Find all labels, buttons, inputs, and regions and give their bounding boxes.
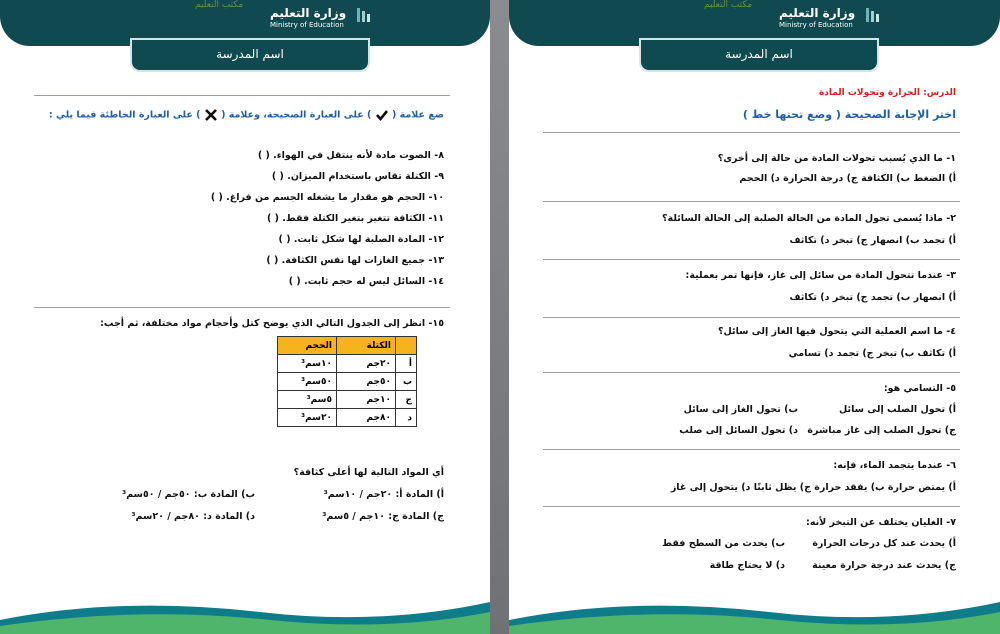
question-6: ٦- عندما يتجمد الماء، فإنه:	[833, 460, 956, 471]
school-name-tab	[639, 38, 879, 72]
question-1-options: أ) الضغط ب) الكثافة ج) درجة الحرارة د) الحجم	[739, 173, 956, 184]
divider	[543, 201, 960, 202]
divider	[34, 307, 450, 308]
table-header-cell	[396, 337, 417, 355]
ministry-logo-text	[270, 6, 350, 29]
question-4: ٤- ما اسم العملية التي يتحول فيها الغاز إلى سائل؟	[718, 326, 956, 337]
table-row: د ٨٠جم ٢٠سم³	[278, 409, 417, 427]
footer-wave-decoration	[0, 598, 490, 634]
worksheet-page-right	[509, 0, 1000, 634]
divider	[543, 259, 960, 260]
question-7-option-b: ب) يحدث من السطح فقط	[662, 538, 785, 549]
statement-12: ١٢- المادة الصلبة لها شكل ثابت. ( )	[278, 234, 444, 245]
question-7-option-c: ج) يحدث عند درجة حرارة معينة	[812, 560, 956, 571]
table-header-cell: الحجم	[278, 337, 337, 355]
question-5-option-d: د) تحول السائل إلى صلب	[679, 425, 798, 436]
worksheet-page-left	[0, 0, 490, 634]
education-office-label: مكتب التعليم	[195, 0, 244, 10]
ministry-logo-text	[779, 6, 859, 29]
ministry-logo-icon	[355, 6, 371, 24]
check-mark-icon	[375, 109, 389, 121]
density-question: أي المواد التالية لها أعلى كثافة؟	[293, 467, 444, 478]
statement-9: ٩- الكتلة تقاس باستخدام الميزان. ( )	[271, 171, 444, 182]
density-option-c: ج) المادة ج: ١٠جم / ٥سم³	[322, 511, 444, 522]
ministry-name-en: Ministry of Education	[270, 21, 344, 29]
question-1: ١- ما الذي يُسبب تحولات المادة من حالة إلى أخرى؟	[717, 153, 956, 164]
question-6-options: أ) يمتص حرارة ب) يفقد حرارة ج) يظل ثابتًا د) يتحول إلى غاز	[670, 482, 956, 493]
divider	[543, 449, 960, 450]
density-option-a: أ) المادة أ: ٢٠جم / ١٠سم³	[323, 489, 444, 500]
question-15: ١٥- انظر إلى الجدول التالي الذي يوضح كتل وأحجام مواد مختلفة، ثم أجب:	[100, 318, 444, 329]
question-4-options: أ) تكاثف ب) تبخر ج) تجمد د) تسامي	[788, 348, 956, 359]
education-office-label: مكتب التعليم	[704, 0, 753, 10]
question-7-option-d: د) لا يحتاج طاقة	[709, 560, 785, 571]
school-name-label: اسم المدرسة	[725, 47, 793, 61]
statement-13: ١٣- جميع الغازات لها نفس الكثافة. ( )	[266, 255, 444, 266]
mass-volume-table	[277, 336, 417, 427]
question-2: ٢- ماذا يُسمى تحول المادة من الحالة الصلبة إلى الحالة السائلة؟	[662, 213, 956, 224]
school-name-tab	[130, 38, 370, 72]
statement-10: ١٠- الحجم هو مقدار ما يشغله الجسم من فراغ. ( )	[210, 192, 444, 203]
ministry-logo-icon	[864, 6, 880, 24]
true-false-instruction: ضع علامة ( ) على العبارة الصحيحة، وعلامة ( ) على العبارة الخاطئة فيما يلي :	[48, 109, 444, 121]
page-gap	[490, 0, 509, 634]
ministry-name-en: Ministry of Education	[779, 21, 853, 29]
statement-11: ١١- الكثافة تتغير بتغير الكتلة فقط. ( )	[266, 213, 444, 224]
school-name-label: اسم المدرسة	[216, 47, 284, 61]
question-5-option-c: ج) تحول الصلب إلى غاز مباشرة	[807, 425, 956, 436]
question-7-option-a: أ) يحدث عند كل درجات الحرارة	[812, 538, 956, 549]
table-row: ج ١٠جم ٥سم³	[278, 391, 417, 409]
density-option-d: د) المادة د: ٨٠جم / ٢٠سم³	[131, 511, 255, 522]
statement-8: ٨- الصوت مادة لأنه ينتقل في الهواء. ( )	[257, 150, 444, 161]
question-5-option-b: ب) تحول الغاز إلى سائل	[683, 404, 798, 415]
choose-instruction: اختر الإجابة الصحيحة ( وضع تحتها خط )	[742, 108, 956, 121]
question-3-options: أ) انصهار ب) تجمد ج) تبخر د) تكاثف	[789, 292, 956, 303]
divider	[543, 506, 960, 507]
question-5: ٥- التسامي هو:	[883, 383, 956, 394]
ministry-name-ar: وزارة التعليم	[270, 6, 347, 20]
question-3: ٣- عندما تتحول المادة من سائل إلى غاز، فإنها تمر بعملية:	[685, 270, 956, 281]
divider	[543, 132, 960, 133]
divider	[34, 95, 450, 96]
statement-14: ١٤- السائل ليس له حجم ثابت. ( )	[288, 276, 444, 287]
question-2-options: أ) تجمد ب) انصهار ج) تبخر د) تكاثف	[789, 235, 956, 246]
table-row: ب ٥٠جم ٥٠سم³	[278, 373, 417, 391]
ministry-name-ar: وزارة التعليم	[779, 6, 856, 20]
question-7: ٧- الغليان يختلف عن التبخر لأنه:	[806, 517, 956, 528]
table-header-cell: الكتلة	[337, 337, 396, 355]
divider	[543, 317, 960, 318]
divider	[543, 372, 960, 373]
lesson-title: الدرس: الحرارة وتحولات المادة	[818, 88, 956, 98]
x-mark-icon	[204, 109, 218, 121]
density-option-b: ب) المادة ب: ٥٠جم / ٥٠سم³	[122, 489, 255, 500]
table-row: أ ٢٠جم ١٠سم³	[278, 355, 417, 373]
question-5-option-a: أ) تحول الصلب إلى سائل	[839, 404, 956, 415]
footer-wave-decoration	[509, 598, 1000, 634]
